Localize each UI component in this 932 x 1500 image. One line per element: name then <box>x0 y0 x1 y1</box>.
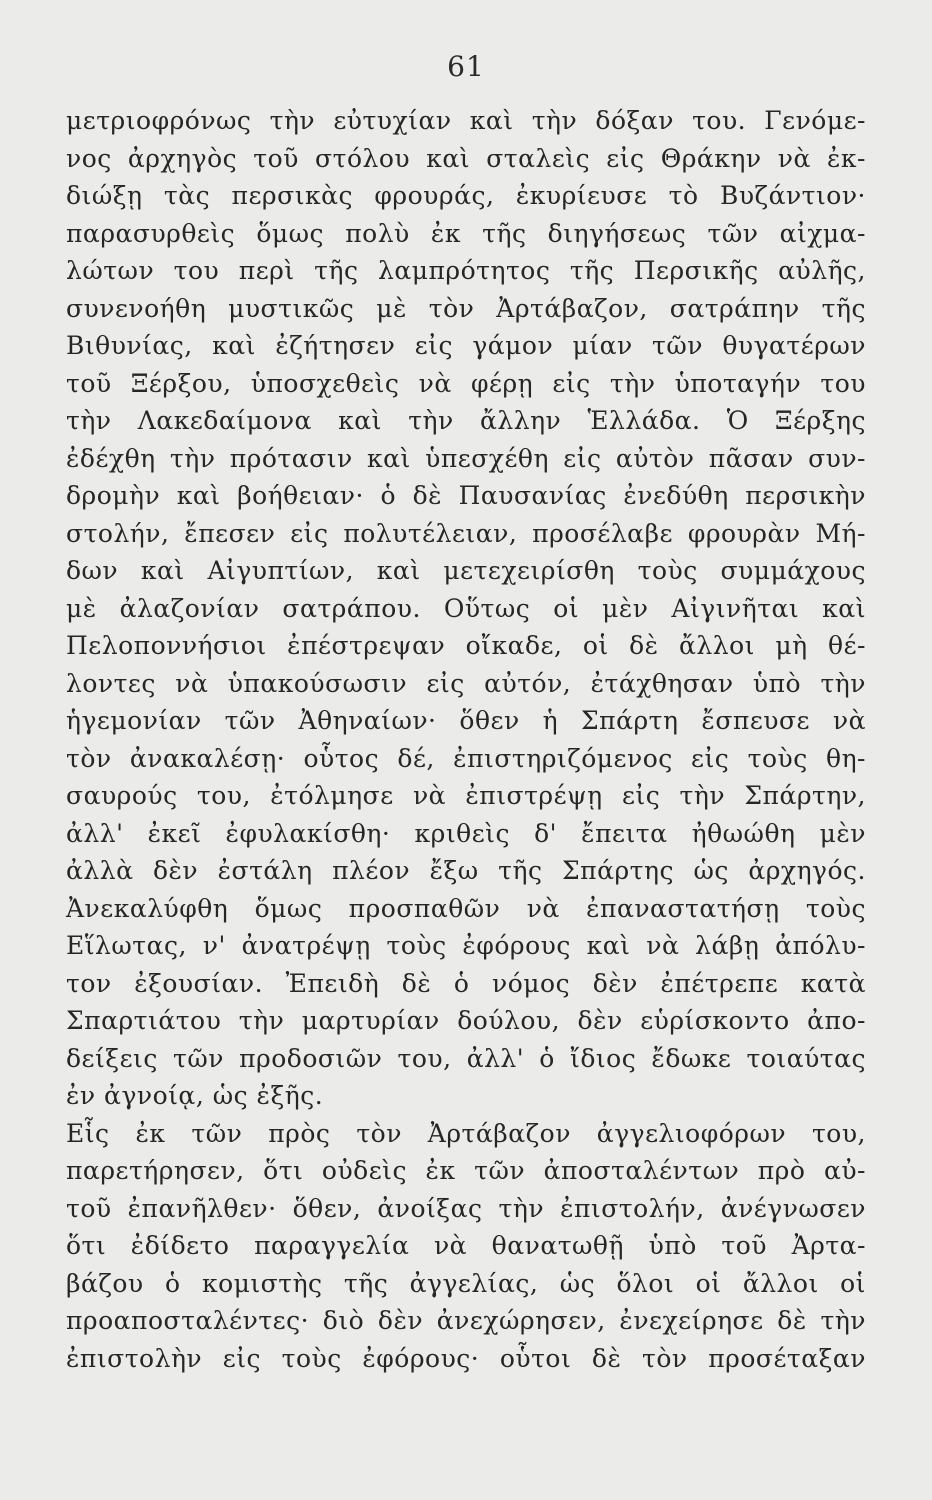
text-line: Ἀνεκαλύφθη ὅμως προσπαθῶν νὰ ἐπαναστατήσῃ τοὺς <box>66 893 866 923</box>
text-line: ἀλλ' ἐκεῖ ἐφυλακίσθη· κριθεὶς δ' ἔπειτα ἠθωώθη μὲν <box>66 818 866 848</box>
text-line: σαυρούς του, ἐτόλμησε νὰ ἐπιστρέψῃ εἰς τὴν Σπάρτην, <box>66 781 866 810</box>
text-line: τοῦ Ξέρξου, ὑποσχεθεὶς νὰ φέρῃ εἰς τὴν ὑποταγήν του <box>66 368 866 398</box>
text-line: δρομὴν καὶ βοήθειαν· ὁ δὲ Παυσανίας ἐνεδύθη περσικὴν <box>66 481 866 510</box>
text-line: παρασυρθεὶς ὅμως πολὺ ἐκ τῆς διηγήσεως τῶν αἰχμα- <box>66 218 866 248</box>
text-line: Βιθυνίας, καὶ ἐζήτησεν εἰς γάμον μίαν τῶν θυγατέρων <box>66 331 866 360</box>
text-line: στολήν, ἔπεσεν εἰς πολυτέλειαν, προσέλαβε φρουρὰν Μή- <box>66 518 866 548</box>
text-line: ἡγεμονίαν τῶν Ἀθηναίων· ὅθεν ἡ Σπάρτη ἔσπευσε νὰ <box>66 706 866 735</box>
text-line: δείξεις τῶν προδοσιῶν του, ἀλλ' ὁ ἴδιος ἔδωκε τοιαύτας <box>66 1043 866 1073</box>
text-line: Πελοποννήσιοι ἐπέστρεψαν οἴκαδε, οἱ δὲ ἄλλοι μὴ θέ- <box>66 631 866 660</box>
text-line: ἐδέχθη τὴν πρότασιν καὶ ὑπεσχέθη εἰς αὐτὸν πᾶσαν συν- <box>66 443 866 473</box>
body-text <box>66 102 866 1377</box>
text-line: παρετήρησεν, ὅτι οὐδεὶς ἐκ τῶν ἀποσταλέντων πρὸ αὐ- <box>66 1156 866 1185</box>
text-line: λώτων του περὶ τῆς λαμπρότητος τῆς Περσικῆς αὐλῆς, <box>66 256 866 285</box>
paragraph-start-line: Εἷς ἐκ τῶν πρὸς τὸν Ἀρτάβαζον ἀγγελιοφόρων του, <box>66 1118 866 1148</box>
text-line: ὅτι ἐδίδετο παραγγελία νὰ θανατωθῇ ὑπὸ τοῦ Ἀρτα- <box>66 1231 866 1260</box>
text-line: μὲ ἀλαζονίαν σατράπου. Οὕτως οἱ μὲν Αἰγινῆται καὶ <box>66 593 866 623</box>
text-line: ἐπιστολὴν εἰς τοὺς ἐφόρους· οὗτοι δὲ τὸν προσέταξαν <box>66 1343 866 1373</box>
text-line: προαποσταλέντες· διὸ δὲν ἀνεχώρησεν, ἐνεχείρησε δὲ τὴν <box>66 1306 866 1335</box>
text-line: νος ἀρχηγὸς τοῦ στόλου καὶ σταλεὶς εἰς Θράκην νὰ ἐκ- <box>66 143 866 173</box>
text-line: τοῦ ἐπανῆλθεν· ὅθεν, ἀνοίξας τὴν ἐπιστολήν, ἀνέγνωσεν <box>66 1193 866 1223</box>
text-line: λοντες νὰ ὑπακούσωσιν εἰς αὐτόν, ἐτάχθησαν ὑπὸ τὴν <box>66 668 866 698</box>
text-line: τον ἐξουσίαν. Ἐπειδὴ δὲ ὁ νόμος δὲν ἐπέτρεπε κατὰ <box>66 968 866 998</box>
text-line: βάζου ὁ κομιστὴς τῆς ἀγγελίας, ὡς ὅλοι οἱ ἄλλοι οἱ <box>66 1268 866 1298</box>
text-line: μετριοφρόνως τὴν εὐτυχίαν καὶ τὴν δόξαν του. Γενόμε- <box>66 106 866 135</box>
text-line: τὴν Λακεδαίμονα καὶ τὴν ἄλλην Ἑλλάδα. Ὁ Ξέρξης <box>66 406 866 435</box>
text-line: συνενοήθη μυστικῶς μὲ τὸν Ἀρτάβαζον, σατράπην τῆς <box>66 293 866 323</box>
text-line: Εἵλωτας, ν' ἀνατρέψῃ τοὺς ἐφόρους καὶ νὰ λάβῃ ἀπόλυ- <box>66 931 866 960</box>
text-line: Σπαρτιάτου τὴν μαρτυρίαν δούλου, δὲν εὑρίσκοντο ἀπο- <box>66 1006 866 1035</box>
page-number: 61 <box>447 50 485 83</box>
text-line: ἀλλὰ δὲν ἐστάλη πλέον ἔξω τῆς Σπάρτης ὡς ἀρχηγός. <box>66 856 866 885</box>
text-line: τὸν ἀνακαλέσῃ· οὗτος δέ, ἐπιστηριζόμενος εἰς τοὺς θη- <box>66 743 866 773</box>
text-line: δων καὶ Αἰγυπτίων, καὶ μετεχειρίσθη τοὺς συμμάχους <box>66 556 866 585</box>
paragraph-end-line: ἐν ἀγνοίᾳ, ὡς ἐξῆς. <box>66 1081 324 1110</box>
text-line: διώξῃ τὰς περσικὰς φρουράς, ἐκυρίευσε τὸ Βυζάντιον· <box>66 181 866 210</box>
